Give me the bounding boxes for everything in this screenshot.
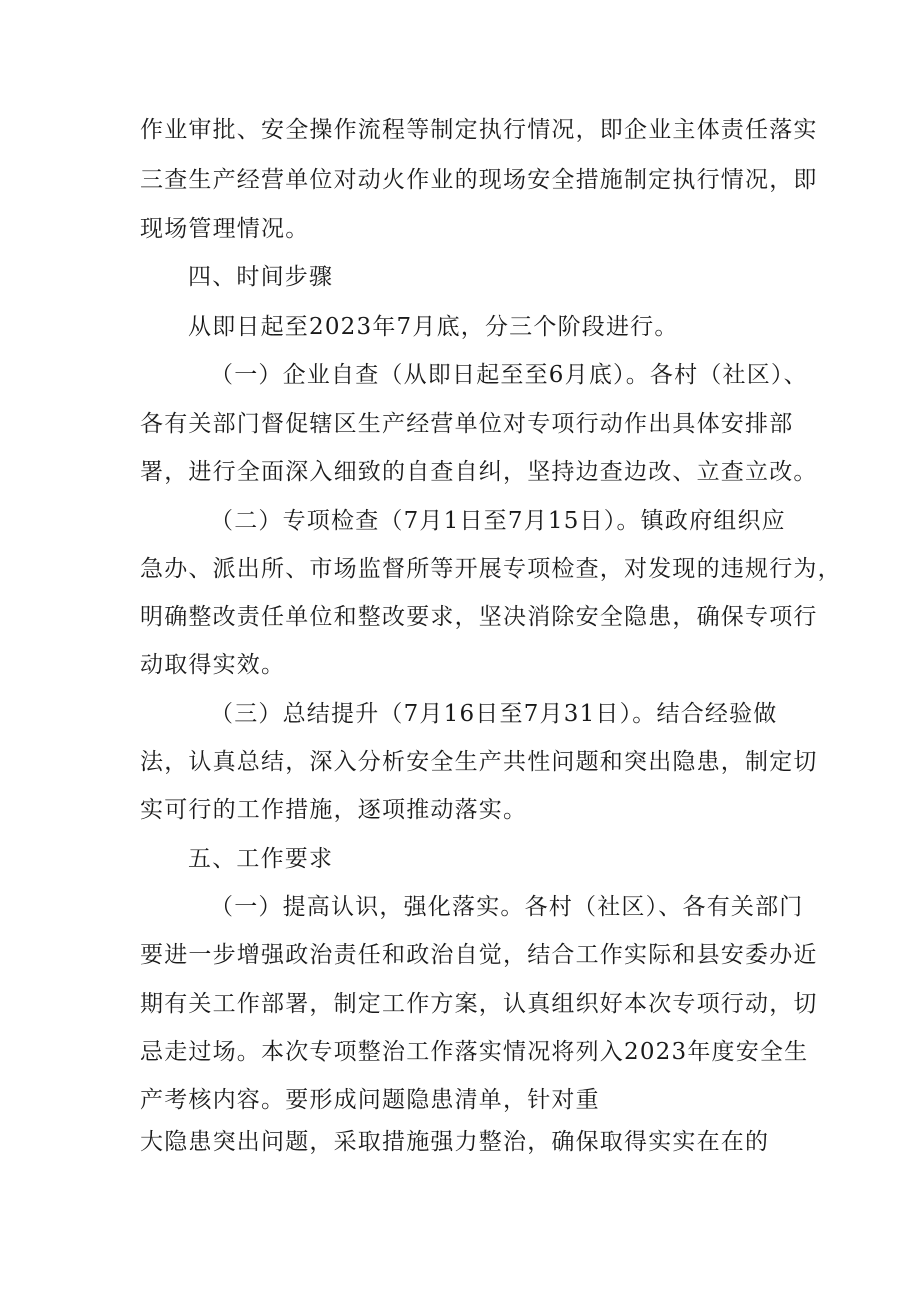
text-line: 明确整改责任单位和整改要求，坚决消除安全隐患，确保专项行 xyxy=(140,604,818,630)
text-line: 从即日起至2023年7月底，分三个阶段进行。 xyxy=(188,314,679,340)
text-line: 大隐患突出问题，采取措施强力整治，确保取得实实在在的 xyxy=(140,1129,770,1155)
subsection-heading: （三）总结提升（7月16日至7月31日）。结合经验做 xyxy=(210,701,778,727)
text-line: 产考核内容。要形成问题隐患清单，针对重 xyxy=(140,1087,600,1113)
section-heading: 四、时间步骤 xyxy=(188,264,334,290)
text-line: 急办、派出所、市场监督所等开展专项检查，对发现的违规行为， xyxy=(140,556,842,582)
text-line: 署，进行全面深入细致的自查自纠，坚持边查边改、立查立改。 xyxy=(140,459,818,485)
subsection-heading: （二）专项检查（7月1日至7月15日）。镇政府组织应 xyxy=(210,508,786,534)
subsection-heading: （一）企业自查（从即日起至至6月底）。各村（社区）、 xyxy=(210,362,808,388)
text-line: 期有关工作部署，制定工作方案，认真组织好本次专项行动，切 xyxy=(140,991,818,1017)
text-line: 三查生产经营单位对动火作业的现场安全措施制定执行情况，即 xyxy=(140,167,818,193)
text-line: 作业审批、安全操作流程等制定执行情况，即企业主体责任落实 xyxy=(140,117,818,143)
text-line: 动取得实效。 xyxy=(140,652,286,678)
text-line: 实可行的工作措施，逐项推动落实。 xyxy=(140,797,528,823)
text-line: 法，认真总结，深入分析安全生产共性问题和突出隐患，制定切 xyxy=(140,749,818,775)
subsection-heading: （一）提高认识，强化落实。各村（社区）、各有关部门 xyxy=(210,894,804,920)
section-heading: 五、工作要求 xyxy=(188,846,334,872)
text-line: 现场管理情况。 xyxy=(140,216,310,242)
text-line: 要进一步增强政治责任和政治自觉，结合工作实际和县安委办近 xyxy=(140,942,818,968)
text-line: 忌走过场。本次专项整治工作落实情况将列入2023年度安全生 xyxy=(140,1039,809,1065)
text-line: 各有关部门督促辖区生产经营单位对专项行动作出具体安排部 xyxy=(140,411,794,437)
